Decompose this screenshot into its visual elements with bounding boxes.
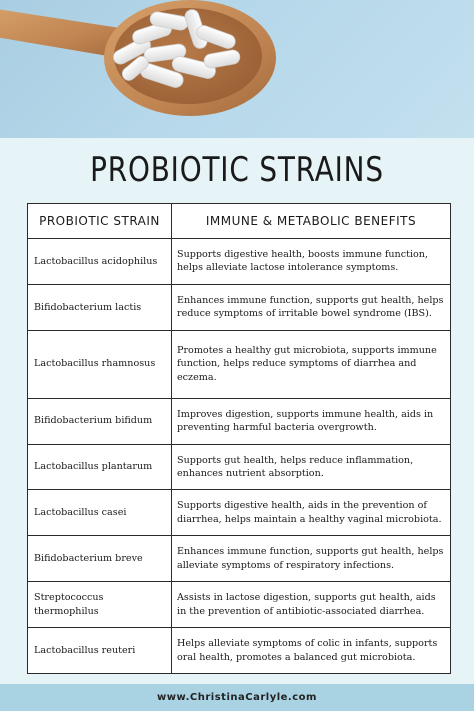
strain-benefits: Enhances immune function, supports gut health, helps alleviate symptoms of respiratory infections. [172, 536, 451, 582]
strain-name: Bifidobacterium breve [28, 536, 172, 582]
strain-benefits: Supports digestive health, aids in the prevention of diarrhea, helps maintain a healthy vaginal microbiota. [172, 490, 451, 536]
strain-benefits: Supports digestive health, boosts immune function, helps alleviate lactose intolerance symptoms. [172, 239, 451, 285]
probiotic-strains-table [27, 203, 451, 674]
strain-benefits: Supports gut health, helps reduce inflammation, enhances nutrient absorption. [172, 444, 451, 490]
strain-benefits: Enhances immune function, supports gut health, helps reduce symptoms of irritable bowel syndrome (IBS). [172, 284, 451, 330]
strain-benefits: Improves digestion, supports immune health, aids in preventing harmful bacteria overgrowth. [172, 398, 451, 444]
strain-name: Lactobacillus rhamnosus [28, 330, 172, 398]
strain-name: Lactobacillus acidophilus [28, 239, 172, 285]
strain-name: Lactobacillus casei [28, 490, 172, 536]
table-row [28, 628, 451, 674]
strain-name: Bifidobacterium bifidum [28, 398, 172, 444]
table-row [28, 536, 451, 582]
page-title: PROBIOTIC STRAINS [90, 150, 384, 190]
strain-name: Lactobacillus reuteri [28, 628, 172, 674]
table-row [28, 284, 451, 330]
hero-photo [0, 0, 474, 138]
table-row [28, 582, 451, 628]
table-row [28, 239, 451, 285]
strain-name: Streptococcus thermophilus [28, 582, 172, 628]
table-row [28, 330, 451, 398]
footer-website-link[interactable]: www.ChristinaCarlyle.com [0, 684, 474, 711]
table-row [28, 398, 451, 444]
strain-name: Lactobacillus plantarum [28, 444, 172, 490]
table-row [28, 444, 451, 490]
strain-benefits: Assists in lactose digestion, supports gut health, aids in the prevention of antibiotic-associated diarrhea. [172, 582, 451, 628]
column-header-strain: PROBIOTIC STRAIN [28, 204, 172, 239]
strain-benefits: Helps alleviate symptoms of colic in infants, supports oral health, promotes a balanced gut microbiota. [172, 628, 451, 674]
strain-benefits: Promotes a healthy gut microbiota, supports immune function, helps reduce symptoms of diarrhea and eczema. [172, 330, 451, 398]
table-row [28, 490, 451, 536]
strain-name: Bifidobacterium lactis [28, 284, 172, 330]
column-header-benefits: IMMUNE & METABOLIC BENEFITS [172, 204, 451, 239]
table-header-row [28, 204, 451, 239]
spoon-with-capsules-illustration [0, 0, 474, 138]
